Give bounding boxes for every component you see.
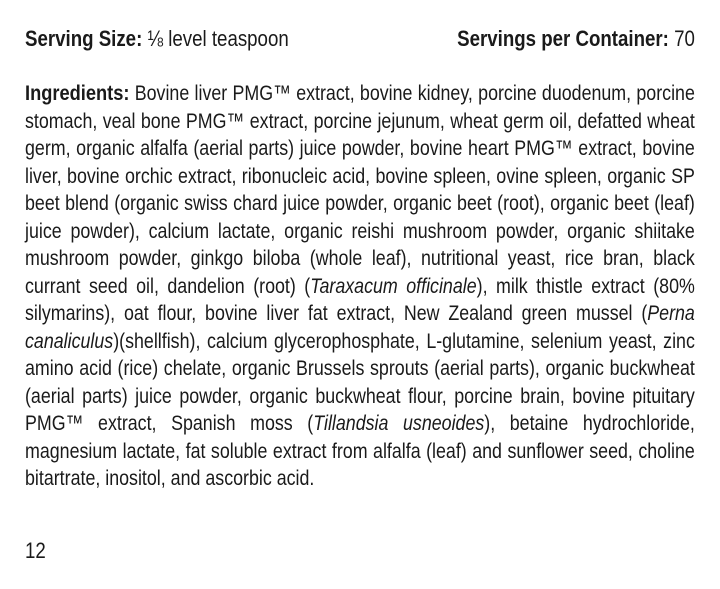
servings-per-container-value: 70: [674, 26, 695, 51]
serving-info-row: [25, 26, 695, 52]
species-name-italic: Taraxacum officinale: [310, 274, 477, 298]
species-name-italic: Perna canaliculus: [25, 302, 695, 353]
page-number: 12: [25, 538, 46, 563]
ingredients-paragraph: [25, 80, 695, 493]
ingredients-text-segment: ), betaine hydrochloride, magnesium lactate, fat soluble extract from alfalfa (leaf) and sunflower seed, choline bitartrate, inositol, and ascorbic acid.: [25, 412, 695, 490]
serving-size-label: Serving Size:: [25, 26, 143, 51]
serving-size: [25, 26, 289, 52]
serving-size-value: ⅛ level teaspoon: [147, 26, 289, 51]
servings-per-container: [457, 26, 695, 52]
ingredients-text-segment: )(shellfish), calcium glycerophosphate, L-glutamine, selenium yeast, zinc amino acid (rice) chelate, organic Brussels sprouts (aerial parts), organic buckwheat (aerial parts) juice powder, organic buckwheat flour, porcine brain, bovine pituitary PMG™ extract, Spanish moss (: [25, 329, 695, 435]
ingredients-label: Ingredients:: [25, 81, 130, 105]
ingredients-text: [25, 82, 695, 490]
ingredients-text-segment: ), milk thistle extract (80% silymarins), oat flour, bovine liver fat extract, New Zealand green mussel (: [25, 274, 695, 325]
ingredients-text-segment: Bovine liver PMG™ extract, bovine kidney, porcine duodenum, porcine stomach, veal bone PMG™ extract, porcine jejunum, wheat germ oil, defatted wheat germ, organic alfalfa (aerial parts) juice powder, bovine heart PMG™ extract, bovine liver, bovine orchic extract, ribonucleic acid, bovine spleen, ovine spleen, organic SP beet blend (organic swiss chard juice powder, organic beet (root), organic beet (leaf) juice powder), calcium lactate, organic reishi mushroom powder, organic shiitake mushroom powder, ginkgo biloba (whole leaf), nutritional yeast, rice bran, black currant seed oil, dandelion (root) (: [25, 82, 695, 298]
species-name-italic: Tillandsia usneoides: [313, 412, 485, 435]
servings-per-container-label: Servings per Container:: [457, 26, 669, 51]
label-content: [25, 26, 695, 493]
